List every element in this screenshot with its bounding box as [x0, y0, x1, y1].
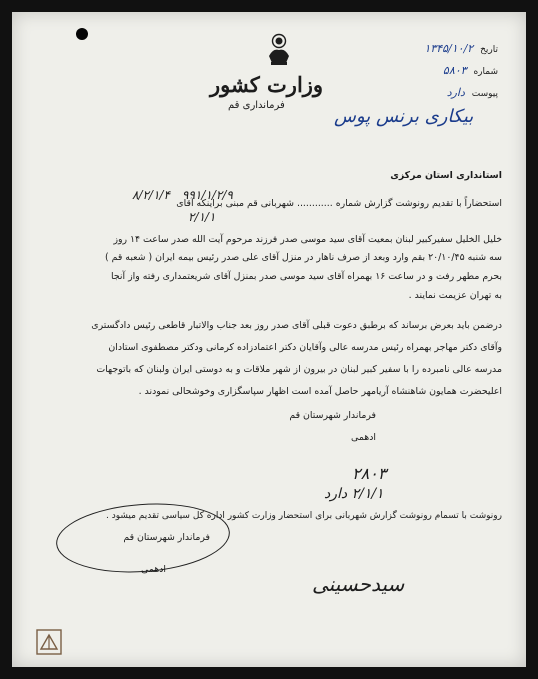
date-value: ۱۳۴۵/۱۰/۲ [424, 42, 474, 55]
handwritten-ref-code: ۸/۲/۱/۴ [132, 188, 170, 202]
number-value: ۵۸۰۳ [442, 64, 467, 77]
body-line-6: درضمن باید بعرض برساند که برطبق دعوت قبلی آقای صدر روز بعد جناب والاتبار قاطعی رئیس دادگستری [91, 320, 502, 331]
lion-and-sun-emblem-icon [262, 32, 296, 68]
ministry-title: وزارت کشور [210, 72, 324, 97]
office-name: فرمانداری قم [228, 100, 285, 111]
number-field [443, 64, 498, 77]
body-line-3: سه شنبه ۲۰/۱۰/۴۵ بقم وارد وبعد از صرف ناهار در منزل آقای علی صدر رئیس بیمه ایران ( شعبه قم ) [104, 252, 502, 263]
cc-signer-name: ادهمی [141, 564, 166, 575]
handwritten-note: بیکاری برنس پوس [334, 106, 474, 127]
body-line-1: استحضاراً با تقدیم رونوشت گزارش شماره ............ شهربانی قم مبنی براینکه آقای [176, 198, 502, 209]
attachment-field [447, 86, 498, 99]
signer-title: فرماندار شهرستان قم [289, 410, 376, 421]
body-line-5: به تهران عزیمت نمایند . [408, 290, 502, 301]
body-line-8: مدرسه عالی نامبرده را با سفیر کبیر لبنان در بیرون از شهر ملاقات و به دوستی ایران ولبنان که باتوجهات [96, 364, 502, 375]
handwritten-date: ۲/۱/۱ [188, 210, 216, 224]
date-field [424, 42, 498, 55]
date-label: تاریخ [480, 45, 498, 55]
body-line-7: وآقای دکتر مهاجر بهمراه رئیس مدرسه عالی وآقایان دکتر اعتمادزاده کرمانی ودکتر مصطفوی استادان [108, 342, 502, 353]
signer-name: ادهمی [351, 432, 376, 443]
cc-signer-title: فرماندار شهرستان قم [123, 532, 210, 543]
attachment-value: دارد [446, 86, 465, 99]
body-line-9: اعلیحضرت همایون شاهنشاه آریامهر حاصل آمده است اظهار سپاسگزاری وخوشحالی نمودند . [138, 386, 502, 397]
attachment-label: پیوست [471, 89, 498, 99]
number-label: شماره [473, 67, 498, 77]
body-line-4: بحرم مطهر رفت و در ساعت ۱۶ بهمراه آقای سید موسی صدر بمنزل آقای شریعتمداری رفته واز آنجا [111, 271, 502, 282]
handwritten-bottom-number: ۲۸۰۳ [352, 464, 387, 483]
handwritten-bottom-date: ۲/۱/۱ دارد [324, 486, 384, 502]
cc-line: رونوشت با تسمام رونوشت گزارش شهربانی برای استحضار وزارت کشور اداره کل سیاسی تقدیم میشود . [105, 511, 502, 521]
handwritten-signature: سیدحسینی [312, 572, 405, 596]
document-page [12, 12, 526, 667]
addressee: استانداری استان مرکزی [390, 170, 502, 181]
handwritten-ref-number: ۹۹۱/۱/۲/۹ [182, 188, 233, 202]
body-line-2: خلیل الخلیل سفیرکبیر لبنان بمعیت آقای سید موسی صدر فرزند مرحوم آیت الله صدر ساعت ۱۴ روز [113, 234, 502, 245]
archive-logo-icon [36, 629, 62, 655]
punch-hole [76, 28, 88, 40]
